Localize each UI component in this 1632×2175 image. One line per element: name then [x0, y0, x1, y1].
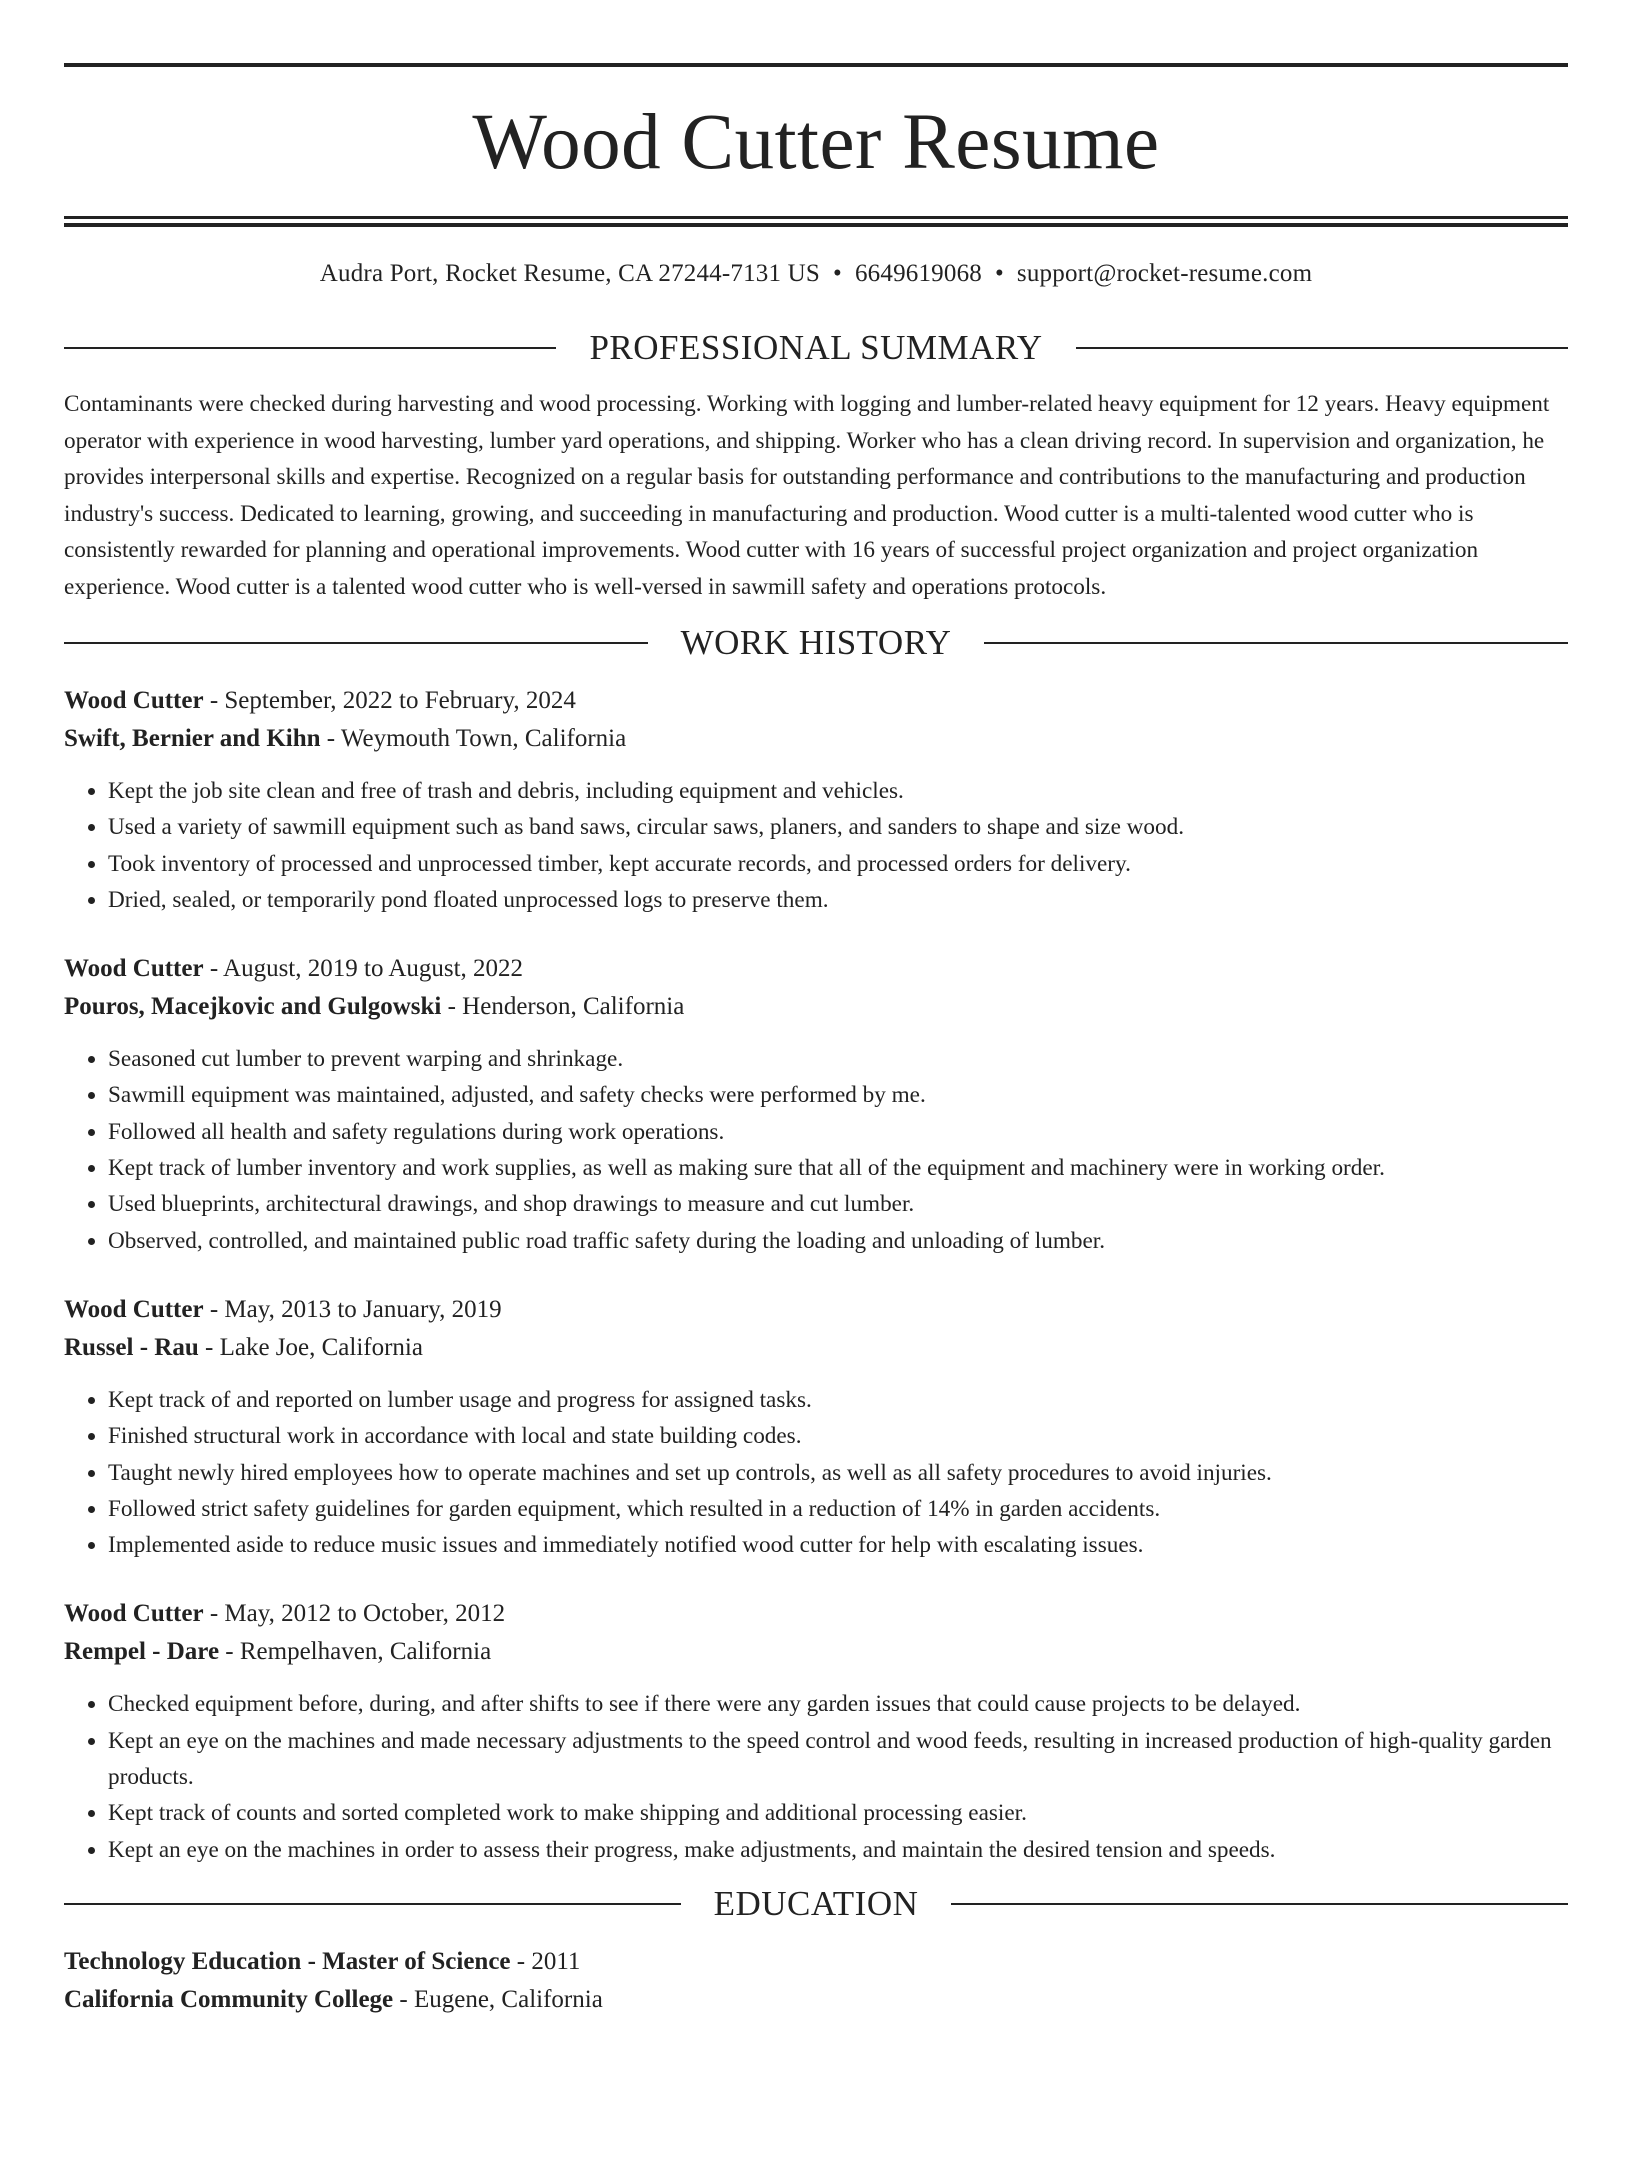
job-duties-list: [64, 773, 1568, 918]
contact-line: [64, 259, 1568, 289]
section-heading-label: EDUCATION: [713, 1883, 919, 1923]
education-degree: Technology Education - Master of Science: [64, 1947, 511, 1975]
list-item: • Kept an eye on the machines in order to assess their progress, make adjustments, and maintain the desired tension and speeds.: [108, 1832, 1568, 1868]
job-company-line: [64, 1633, 1568, 1671]
job-entry: [64, 950, 1568, 1259]
job-location: - Weymouth Town, California: [320, 725, 627, 752]
job-title: Wood Cutter: [64, 955, 204, 983]
job-dates: - May, 2013 to January, 2019: [203, 1295, 502, 1323]
job-company: Rempel - Dare: [64, 1638, 220, 1666]
job-company-line: [64, 1329, 1568, 1367]
section-rule-right: [951, 1903, 1568, 1905]
job-company-line: [64, 988, 1568, 1026]
summary-paragraph: Contaminants were checked during harvesting and wood processing. Working with logging and lumber-related heavy equipment for 12 years. Heavy equipment operator with experience in wood harvesting, lumber yard operations, and shipping. Worker who has a clean driving record. In supervision and organization, he provides interpersonal skills and expertise. Recognized on a regular basis for outstanding performance and contributions to the manufacturing and production industry's success. Dedicated to learning, growing, and succeeding in manufacturing and production. Wood cutter is a multi-talented wood cutter who is consistently rewarded for planning and operational improvements. Wood cutter with 16 years of successful project organization and project organization experience. Wood cutter is a talented wood cutter who is well-versed in sawmill safety and operations protocols.: [64, 391, 1550, 600]
contact-separator: •: [833, 260, 842, 287]
job-company: Russel - Rau: [64, 1333, 199, 1361]
list-item: • Checked equipment before, during, and after shifts to see if there were any garden issues that could cause projects to be delayed.: [108, 1686, 1568, 1722]
contact-email: support@rocket-resume.com: [1016, 260, 1313, 287]
job-location: - Rempelhaven, California: [219, 1638, 492, 1666]
list-item: • Finished structural work in accordance with local and state building codes.: [108, 1418, 1568, 1454]
contact-separator: •: [994, 260, 1004, 287]
contact-phone: 6649619068: [854, 260, 982, 287]
job-duties-list: [64, 1382, 1568, 1563]
job-location: - Henderson, California: [441, 993, 685, 1021]
job-title: Wood Cutter: [64, 1600, 204, 1628]
list-item: • Kept track of counts and sorted completed work to make shipping and additional processing easier.: [108, 1795, 1568, 1831]
job-duties-list: [64, 1686, 1568, 1867]
section-rule-left: [64, 642, 648, 644]
job-title-line: [64, 950, 1568, 988]
education-location: - Eugene, California: [393, 1985, 603, 2013]
list-item: • Kept track of lumber inventory and work supplies, as well as making sure that all of the equipment and machinery were in working order.: [108, 1150, 1568, 1186]
education-school-line: [64, 1981, 1568, 2019]
section-rule-left: [64, 1903, 681, 1905]
job-title: Wood Cutter: [64, 687, 204, 714]
education-degree-line: [64, 1943, 1568, 1981]
section-heading-summary: [64, 328, 1568, 368]
section-rule-right: [984, 642, 1568, 644]
job-entry: [64, 1291, 1568, 1563]
resume-title: Wood Cutter Resume: [472, 99, 1160, 186]
top-rule: [64, 63, 1568, 67]
section-heading-work: [64, 623, 1568, 663]
job-dates: - September, 2022 to February, 2024: [203, 687, 576, 714]
job-company: Pouros, Macejkovic and Gulgowski: [64, 993, 442, 1021]
list-item: • Seasoned cut lumber to prevent warping and shrinkage.: [108, 1041, 1568, 1077]
job-dates: - August, 2019 to August, 2022: [203, 955, 524, 983]
list-item: • Kept the job site clean and free of trash and debris, including equipment and vehicles.: [108, 773, 1568, 809]
section-rule-left: [64, 347, 556, 349]
section-heading-label: PROFESSIONAL SUMMARY: [589, 328, 1043, 367]
job-title-line: [64, 1595, 1568, 1633]
job-dates: - May, 2012 to October, 2012: [203, 1600, 506, 1628]
job-company-line: [64, 720, 1568, 758]
list-item: • Kept track of and reported on lumber usage and progress for assigned tasks.: [108, 1382, 1568, 1418]
job-company: Swift, Bernier and Kihn: [64, 725, 321, 752]
job-entry: [64, 1595, 1568, 1867]
list-item: • Used a variety of sawmill equipment such as band saws, circular saws, planers, and sanders to shape and size wood.: [108, 809, 1568, 845]
list-item: • Taught newly hired employees how to operate machines and set up controls, as well as all safety procedures to avoid injuries.: [108, 1455, 1568, 1491]
education-school: California Community College: [64, 1985, 394, 2013]
job-title-line: [64, 1291, 1568, 1329]
list-item: • Sawmill equipment was maintained, adjusted, and safety checks were performed by me.: [108, 1077, 1568, 1113]
list-item: • Kept an eye on the machines and made necessary adjustments to the speed control and wood feeds, resulting in increased production of high-quality garden products.: [108, 1723, 1568, 1796]
list-item: • Followed all health and safety regulations during work operations.: [108, 1114, 1568, 1150]
section-rule-right: [1076, 347, 1568, 349]
job-title-line: [64, 682, 1568, 720]
job-duties-list: [64, 1041, 1568, 1259]
section-heading-label: WORK HISTORY: [680, 623, 952, 662]
list-item: • Took inventory of processed and unprocessed timber, kept accurate records, and processed orders for delivery.: [108, 846, 1568, 882]
job-location: - Lake Joe, California: [198, 1333, 423, 1361]
education-year: - 2011: [510, 1947, 581, 1975]
job-entry: [64, 682, 1568, 918]
section-heading-education: [64, 1884, 1568, 1924]
list-item: • Implemented aside to reduce music issues and immediately notified wood cutter for help with escalating issues.: [108, 1527, 1568, 1563]
job-title: Wood Cutter: [64, 1295, 204, 1323]
title-double-rule: [64, 216, 1568, 227]
list-item: • Dried, sealed, or temporarily pond floated unprocessed logs to preserve them.: [108, 882, 1568, 918]
list-item: • Observed, controlled, and maintained public road traffic safety during the loading and unloading of lumber.: [108, 1223, 1568, 1259]
list-item: • Used blueprints, architectural drawings, and shop drawings to measure and cut lumber.: [108, 1186, 1568, 1222]
list-item: • Followed strict safety guidelines for garden equipment, which resulted in a reduction of 14% in garden accidents.: [108, 1491, 1568, 1527]
resume-page: [0, 63, 1632, 2175]
contact-address: Audra Port, Rocket Resume, CA 27244-7131 US: [319, 260, 821, 287]
education-entry: [64, 1943, 1568, 2019]
